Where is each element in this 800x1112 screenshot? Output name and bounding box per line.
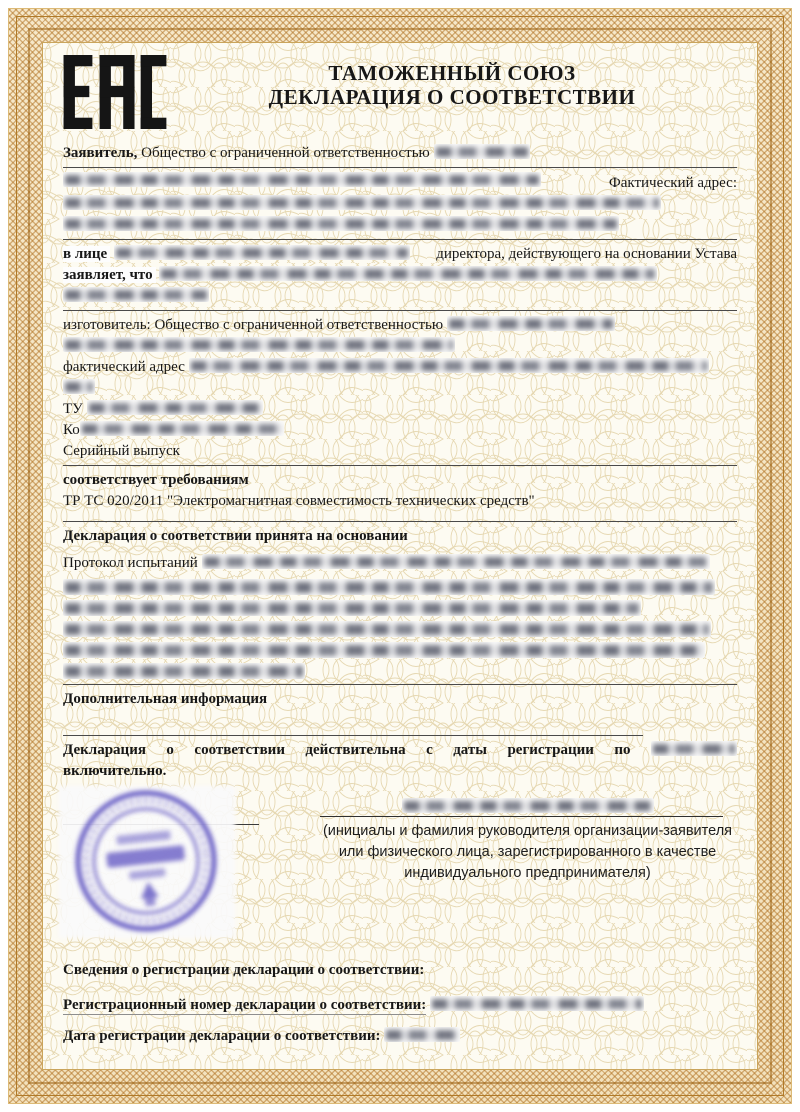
redacted-code — [80, 421, 284, 436]
redacted-signatory-name — [402, 798, 654, 813]
redacted-address — [63, 379, 95, 394]
redacted-expiry-date — [651, 741, 737, 756]
signature-caption: (инициалы и фамилия руководителя организации-заявителя или физического лица, зарегистрированного в качестве индивидуального предпринимателя) — [322, 823, 733, 881]
redacted-registration-number — [430, 996, 644, 1011]
person-line — [63, 244, 737, 265]
validity-suffix — [63, 761, 737, 782]
content — [43, 43, 757, 1069]
registration-date-line — [63, 1026, 737, 1047]
redacted-person-name — [114, 245, 410, 260]
validity-sentence: Декларация о соответствии действительна с даты регистрации по — [63, 742, 631, 758]
basis-heading-text: Декларация о соответствии принята на основании — [63, 528, 408, 544]
tu-label: ТУ — [63, 401, 83, 417]
applicant-line — [63, 143, 737, 164]
signature-line — [320, 816, 723, 817]
divider — [63, 465, 737, 466]
manufacturer-actual-address — [63, 357, 737, 378]
divider — [63, 310, 737, 311]
registration-heading — [63, 960, 737, 981]
redacted-manufacturer-name — [447, 316, 615, 331]
redacted-address — [63, 195, 661, 210]
redacted-protocol — [63, 579, 715, 595]
document-title — [167, 53, 737, 109]
additional-info-heading — [63, 689, 737, 710]
divider — [63, 167, 737, 168]
spacer — [63, 981, 737, 995]
protocol-line — [63, 553, 737, 574]
spacer — [63, 1016, 737, 1026]
person-label: в лице — [63, 246, 110, 262]
manufacturer-label: изготовитель: — [63, 317, 151, 333]
header — [63, 53, 737, 129]
title-line-2: ДЕКЛАРАЦИЯ О СООТВЕТСТВИИ — [268, 85, 636, 109]
manufacturer-address-1 — [63, 336, 737, 357]
address-line-1 — [63, 172, 737, 194]
manufacturer-address-2 — [63, 378, 737, 399]
registration-date-label: Дата регистрации декларации о соответствии: — [63, 1028, 381, 1044]
stamp-zone — [63, 786, 318, 946]
divider — [63, 239, 737, 240]
serial-line: Серийный выпуск — [63, 443, 180, 459]
redacted-address — [189, 358, 709, 373]
address-line-3 — [63, 215, 737, 236]
redacted-product — [159, 266, 657, 281]
round-stamp — [64, 779, 229, 944]
redacted-address — [63, 337, 455, 352]
spacer — [63, 512, 737, 518]
redacted-applicant-name — [434, 144, 530, 159]
declares-line-2 — [63, 286, 737, 307]
registration-number-line — [63, 995, 737, 1016]
spacer — [63, 946, 737, 960]
declares-label: заявляет, что — [63, 267, 156, 283]
applicant-org-type: Общество с ограниченной ответственностью — [141, 145, 430, 161]
redacted-protocol — [202, 554, 710, 569]
protocol-label: Протокол испытаний — [63, 555, 198, 571]
ornate-border — [8, 8, 792, 1104]
divider — [63, 684, 737, 685]
divider — [63, 735, 643, 736]
redacted-protocol — [63, 663, 305, 679]
manufacturer-actual-address-label: фактический адрес — [63, 359, 185, 375]
additional-info-text: Дополнительная информация — [63, 691, 268, 707]
regulation-line: ТР ТС 020/2011 "Электромагнитная совместимость технических средств" — [63, 493, 535, 509]
validity-line — [63, 740, 737, 761]
divider — [63, 521, 737, 522]
redacted-product — [63, 287, 209, 302]
eac-logo-icon — [63, 55, 167, 129]
redacted-protocol — [63, 642, 705, 658]
requirements-heading — [63, 470, 737, 491]
title-line-1: ТАМОЖЕННЫЙ СОЮЗ — [328, 61, 576, 85]
applicant-label: Заявитель, — [63, 145, 138, 161]
requirements-heading-text: соответствует требованиям — [63, 472, 249, 488]
manufacturer-org-type: Общество с ограниченной ответственностью — [154, 317, 444, 333]
manufacturer-line — [63, 315, 737, 336]
spacer — [63, 710, 737, 732]
redacted-tu-number — [87, 400, 263, 415]
stamp-signature-row — [63, 786, 737, 946]
registration-heading-text: Сведения о регистрации декларации о соответствии: — [63, 962, 425, 978]
paper — [42, 42, 758, 1070]
redacted-registration-date — [384, 1027, 460, 1042]
redacted-address — [63, 172, 541, 187]
code-label: Ко — [63, 422, 80, 438]
code-line — [63, 420, 737, 441]
person-basis-text: директора, действующего на основании Устава — [436, 246, 737, 262]
validity-suffix-text: включительно. — [63, 763, 167, 779]
signature-column — [318, 786, 737, 946]
person-left — [63, 244, 410, 265]
registration-number-label: Регистрационный номер декларации о соответствии: — [63, 997, 427, 1013]
redacted-contacts — [63, 216, 619, 231]
redacted-protocol — [63, 621, 711, 637]
address-line-2 — [63, 194, 737, 215]
tu-line — [63, 399, 737, 420]
actual-address-label: Фактический адрес: — [608, 175, 737, 191]
declares-line — [63, 265, 737, 286]
basis-heading — [63, 526, 737, 547]
redacted-protocol — [63, 600, 641, 616]
